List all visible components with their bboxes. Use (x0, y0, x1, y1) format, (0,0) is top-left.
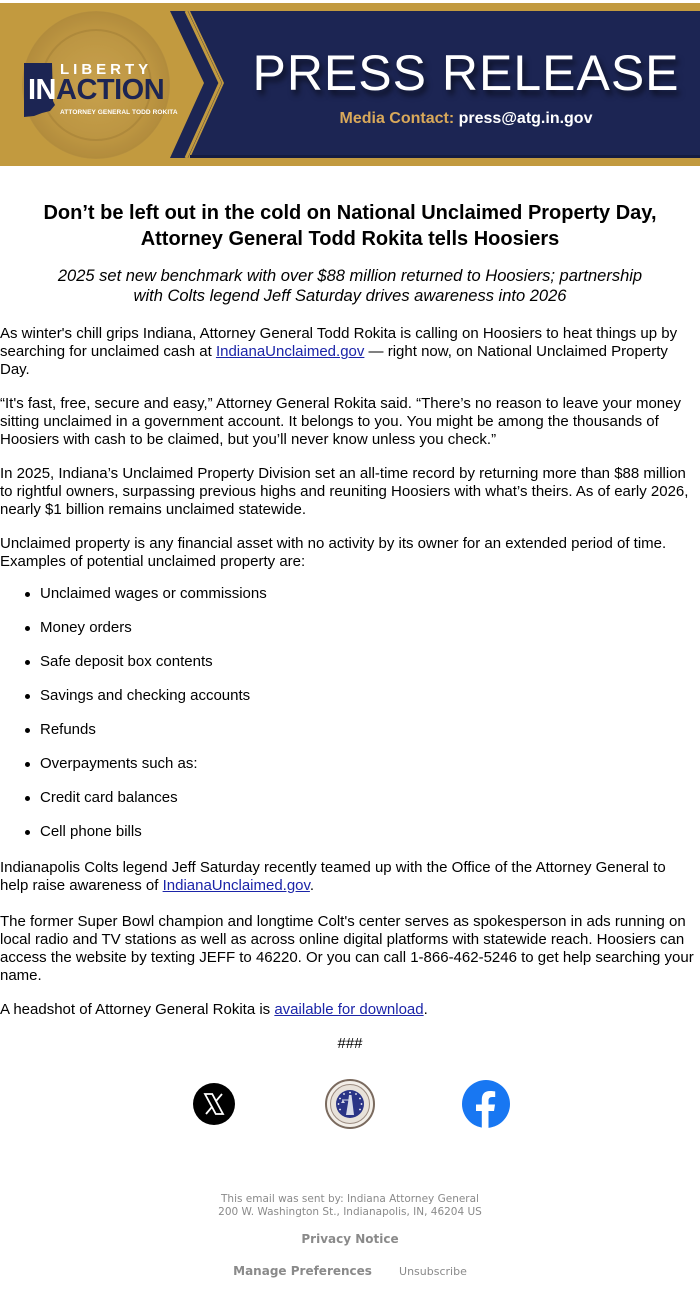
headshot-download-link[interactable]: available for download (274, 1001, 424, 1018)
x-icon[interactable] (193, 1083, 235, 1125)
indiana-unclaimed-link-2[interactable]: IndianaUnclaimed.gov (162, 877, 310, 894)
media-contact-email: press@atg.in.gov (458, 110, 593, 127)
logo-inaction-text: INACTION (28, 74, 165, 106)
list-item: Savings and checking accounts (0, 687, 700, 721)
paragraph-record: In 2025, Indiana’s Unclaimed Property Division set an all-time record by returning more than $88 million to rightful owners, surpassing previous highs and reuniting Hoosiers with what’s theirs. As of early 2026, nearly $1 billion remains unclaimed statewide. (0, 465, 689, 518)
attorney-general-seal-icon[interactable] (325, 1079, 375, 1129)
subheadline: 2025 set new benchmark with over $88 million returned to Hoosiers; partnership with Colts legend Jeff Saturday drives awareness into 2026 (57, 267, 643, 305)
list-item: Unclaimed wages or commissions (0, 585, 700, 619)
list-item: Overpayments such as: (0, 755, 700, 789)
media-contact-label: Media Contact: (339, 110, 455, 127)
press-release-title: PRESS RELEASE (252, 45, 680, 101)
footer-sender-info: This email was sent by: Indiana Attorney General 200 W. Washington St., Indianapolis, IN, 46204 US (218, 1193, 482, 1218)
indiana-unclaimed-link[interactable]: IndianaUnclaimed.gov (215, 343, 365, 360)
facebook-icon[interactable] (462, 1080, 510, 1128)
media-contact (232, 110, 700, 128)
list-item: Credit card balances (0, 789, 700, 823)
headline: Don’t be left out in the cold on National Unclaimed Property Day, Attorney General Todd Rokita tells Hoosiers (43, 202, 657, 250)
paragraph-definition: Unclaimed property is any financial asset with no activity by its owner for an extended period of time. Examples of potential unclaimed property are: (0, 535, 667, 570)
end-mark: ### (337, 1035, 363, 1052)
logo-subtitle: ATTORNEY GENERAL TODD ROKITA (60, 109, 178, 116)
manage-preferences-link[interactable]: Manage Preferences (233, 1264, 372, 1278)
logo-liberty-text: LIBERTY (60, 61, 153, 78)
paragraph-jeff-saturday: Indianapolis Colts legend Jeff Saturday recently teamed up with the Office of the Attorney General to help raise awareness of IndianaUnclaimed.gov. (0, 859, 666, 894)
unclaimed-property-examples-list (0, 585, 700, 857)
list-item: Refunds (0, 721, 700, 755)
paragraph-headshot: A headshot of Attorney General Rokita is available for download. (0, 1001, 428, 1018)
press-release-banner (0, 3, 700, 166)
paragraph-quote: “It's fast, free, secure and easy,” Attorney General Rokita said. “There’s no reason to leave your money sitting unclaimed in a government account. It belongs to you. You might be among the thousands of Hoosiers with cash to be claimed, but you’ll never know unless you check.” (0, 395, 681, 448)
list-item: Money orders (0, 619, 700, 653)
unsubscribe-link[interactable]: Unsubscribe (399, 1265, 467, 1278)
list-item: Cell phone bills (0, 823, 700, 857)
list-item: Safe deposit box contents (0, 653, 700, 687)
footer-links (0, 1260, 700, 1279)
paragraph-intro: As winter's chill grips Indiana, Attorney General Todd Rokita is calling on Hoosiers to heat things up by searching for unclaimed cash at IndianaUnclaimed.gov — right now, on National Unclaimed Property Day. (0, 325, 678, 378)
privacy-notice-link[interactable]: Privacy Notice (301, 1232, 399, 1246)
liberty-in-action-logo (20, 61, 180, 121)
paragraph-spokesperson: The former Super Bowl champion and longtime Colt's center serves as spokesperson in ads running on local radio and TV stations as well as across online digital platforms with statewide reach. Hoosiers can access the website by texting JEFF to 46220. Or you can call 1-866-462-5246 to get help searching your name. (0, 913, 694, 984)
